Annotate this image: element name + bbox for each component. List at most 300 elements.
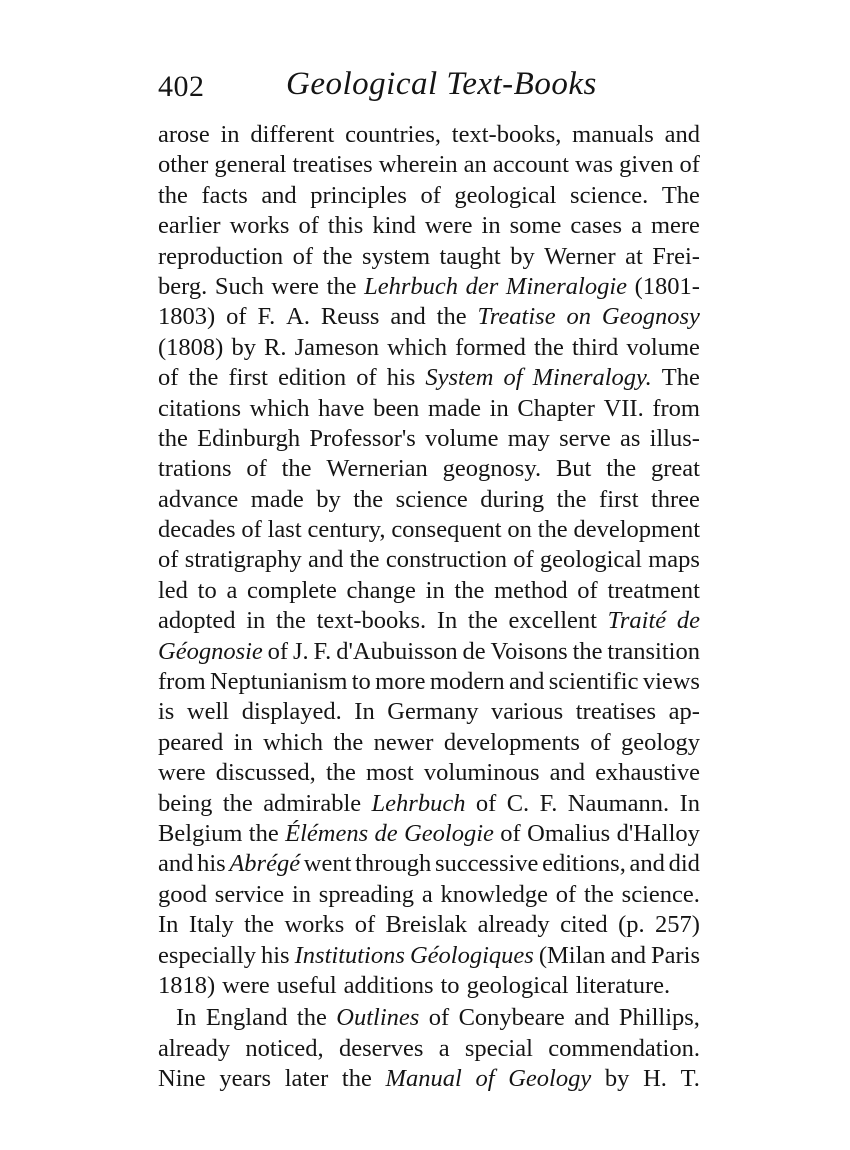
word: geological [466,971,569,999]
body-text [158,120,700,1095]
word: Omalius [527,819,611,847]
word: H. [643,1065,667,1093]
word: account [492,151,569,179]
word: which [387,333,447,361]
word: great [650,455,700,483]
word: A. [286,303,310,331]
word: of [158,546,179,574]
word: exhaustive [595,759,700,787]
word: already [158,1034,231,1062]
word: wherein [378,151,458,179]
word: Italy [188,911,234,939]
word: works [284,911,345,939]
word: the [322,242,353,270]
word: the [353,485,384,513]
word: and [158,850,194,878]
text-line [158,576,700,606]
word: C. [506,789,530,817]
word: additions [343,971,434,999]
word: (1801- [634,272,700,300]
word: of [500,819,521,847]
word: by [231,333,256,361]
text-line [158,728,700,758]
word: of [298,212,319,240]
text-line [158,120,700,150]
word: principles [310,181,407,209]
word: of [590,728,611,756]
word: went [303,850,352,878]
word: edition [278,364,347,392]
italic-word: Lehrbuch [371,789,466,817]
word: de [462,637,486,665]
word: in [425,576,445,604]
word: the [349,546,380,574]
word: science. [621,880,700,908]
word: the [188,364,219,392]
italic-word: der [465,272,499,300]
word: in [291,880,311,908]
word: were [158,759,206,787]
word: citations [158,394,242,422]
word: formed [455,333,526,361]
word: been [373,394,420,422]
word: this [327,212,364,240]
word: were [222,971,270,999]
word: In [354,698,375,726]
word: during [480,485,545,513]
word: successive [435,850,539,878]
word: the [454,576,485,604]
word: the [556,485,587,513]
word: England [205,1004,288,1032]
word: the [326,272,357,300]
word: In [679,789,700,817]
word: the [572,637,603,665]
paragraph [158,1003,700,1094]
italic-word: Lehrbuch [364,272,459,300]
text-line [158,485,700,515]
word: deserves [339,1034,424,1062]
word: the [467,607,498,635]
word: In [158,911,179,939]
word: made [427,394,482,422]
text-line [158,363,700,393]
text-line [158,515,700,545]
word: a [438,1034,450,1062]
italic-word: Abrégé [229,850,301,878]
word: F. [539,789,558,817]
word: commendation. [548,1034,700,1062]
text-line [158,637,700,667]
word: Such [214,272,264,300]
word: development [573,516,700,544]
word: spreading [318,880,415,908]
text-line [158,849,700,879]
word: 1803) [158,303,216,331]
word: through [355,850,432,878]
word: T. [680,1065,700,1093]
word: consequent [391,516,502,544]
word: of [226,303,247,331]
word: which [249,394,310,422]
word: which [263,728,323,756]
text-line [158,1064,700,1094]
paragraph [158,120,700,1001]
text-line [158,606,700,636]
word: especially [158,941,256,969]
word: geological [454,181,557,209]
text-line [158,181,700,211]
word: later [284,1065,329,1093]
word: modern [429,668,505,696]
word: change [346,576,416,604]
word: treatises [575,698,657,726]
word: his [386,364,416,392]
word: excellent [508,607,597,635]
word: taught [439,242,501,270]
italic-word: Géologiques [409,941,534,969]
word: maps [648,546,700,574]
word: noticed, [245,1034,324,1062]
word: mere [650,212,700,240]
word: 257) [655,911,700,939]
word: d'Halloy [616,819,700,847]
word: earlier [158,212,221,240]
word: was [574,151,614,179]
word: Neptunianism [209,668,348,696]
word: geognosy. [442,455,542,483]
word: of [555,880,577,908]
word: useful [276,971,337,999]
word: other [158,151,209,179]
word: of [267,637,289,665]
text-line [158,394,700,424]
word: volume [425,424,499,452]
italic-word: of [503,364,523,392]
word: and [549,759,586,787]
word: third [572,333,619,361]
word: arose [158,121,210,148]
text-line [158,454,700,484]
word: (p. [618,911,645,939]
word: from [158,668,206,696]
word: the [222,789,253,817]
text-line [158,667,700,697]
text-line [158,819,700,849]
word: system [361,242,431,270]
word: have [318,394,365,422]
word: led [158,576,188,604]
word: and [261,181,297,209]
word: a [421,880,433,908]
word: good [158,880,207,908]
word: were [424,212,473,240]
word: Breislak [385,911,468,939]
italic-word: System [425,364,494,392]
word: Germany [387,698,479,726]
italic-word: Mineralogy. [532,364,652,392]
text-line [158,272,700,302]
text-line [158,302,700,332]
text-line [158,424,700,454]
word: literature. [575,971,671,999]
word: geology [621,728,700,756]
word: Chapter [517,394,595,422]
word: Nine [158,1065,206,1093]
italic-word: de [676,607,700,635]
text-line [158,211,700,241]
word: manuals [572,121,654,148]
word: cases [570,212,623,240]
word: in [220,121,240,148]
text-line [158,697,700,727]
word: adopted [158,607,236,635]
word: from [652,394,700,422]
word: the [275,607,306,635]
italic-word: Geologie [404,819,494,847]
italic-word: Treatise [477,303,556,331]
text-line [158,758,700,788]
word: given [619,151,674,179]
word: ap- [668,698,700,726]
word: construction [385,546,507,574]
word: Voisons [490,637,568,665]
word: and [610,941,646,969]
running-head [158,66,718,112]
word: Wernerian [326,455,428,483]
text-line [158,910,700,940]
word: Conybeare [458,1004,565,1032]
word: in [489,394,509,422]
word: Jameson [294,333,379,361]
italic-word: Geognosy [601,303,700,331]
text-line [158,150,700,180]
word: developments [443,728,580,756]
word: Belgium [158,819,243,847]
italic-word: Élémens [285,819,369,847]
word: of [428,1004,450,1032]
word: 1818) [158,971,216,999]
word: R. [264,333,287,361]
word: by [510,242,535,270]
word: Reuss [320,303,380,331]
word: the [341,1065,372,1093]
word: of [420,181,441,209]
word: geological [539,546,642,574]
word: F. [313,637,332,665]
word: of [246,455,267,483]
italic-word: Geology [508,1065,592,1093]
word: treatises [292,151,373,179]
word: well [186,698,230,726]
word: J. [292,637,309,665]
word: works [229,212,290,240]
word: to [440,971,460,999]
word: views [642,668,700,696]
word: first [599,485,639,513]
word: Werner [544,242,616,270]
word: in [246,607,266,635]
word: made [250,485,304,513]
word: the [244,911,275,939]
word: Edinburgh [197,424,301,452]
word: most [366,759,414,787]
word: science. [570,181,649,209]
word: displayed. [241,698,342,726]
text-line [158,1034,700,1064]
word: and [390,303,426,331]
word: the [533,333,564,361]
italic-word: Manual [385,1065,462,1093]
page-number: 402 [158,70,205,103]
text-line [158,789,700,819]
word: Naumann. [567,789,670,817]
text-line [158,333,700,363]
word: volume [626,333,700,361]
word: of [513,546,534,574]
word: to [197,576,217,604]
word: cited [560,911,608,939]
word: complete [247,576,337,604]
word: d'Aubuisson [336,637,458,665]
word: special [464,1034,533,1062]
word: by [604,1065,630,1093]
italic-word: Traité [607,607,667,635]
word: general [214,151,287,179]
word: the [537,516,568,544]
word: is [158,698,175,726]
word: Professor's [309,424,416,452]
word: a [226,576,238,604]
word: an [463,151,487,179]
word: his [261,941,290,969]
word: in [481,212,501,240]
word: of [577,576,598,604]
word: and [508,668,545,696]
word: (Milan [538,941,606,969]
word: as [619,424,641,452]
text-line [158,941,700,971]
word: the [158,424,188,452]
word: illus- [649,424,700,452]
word: of [679,151,700,179]
word: science [395,485,468,513]
word: berg. [158,272,208,300]
word: admirable [263,789,362,817]
word: service [214,880,285,908]
word: some [509,212,562,240]
word: the [158,181,188,209]
word: trations [158,455,232,483]
word: did [668,850,700,878]
word: discussed, [215,759,316,787]
italic-word: Mineralogie [505,272,628,300]
text-line [158,880,700,910]
italic-word: de [374,819,398,847]
word: countries, [345,121,441,148]
word: advance [158,485,239,513]
word: F. [257,303,276,331]
italic-word: Outlines [336,1004,420,1032]
word: last [267,516,302,544]
italic-word: Institutions [294,941,405,969]
word: three [650,485,700,513]
italic-word: of [475,1065,495,1093]
word: may [507,424,550,452]
word: peared [158,728,224,756]
italic-word: on [566,303,591,331]
word: to [351,668,371,696]
word: (1808) [158,333,224,361]
word: of [354,911,376,939]
word: the [436,303,467,331]
word: a [631,212,642,240]
word: of [356,364,377,392]
word: years [219,1065,272,1093]
word: VII. [603,394,644,422]
word: and [629,850,665,878]
word: stratigraphy [184,546,302,574]
word: and [307,546,344,574]
word: decades [158,516,236,544]
word: the [606,455,637,483]
word: In [436,607,458,635]
word: and [574,1004,610,1032]
word: at [625,242,643,270]
word: treatment [607,576,700,604]
word: Frei- [652,242,700,270]
word: and [664,121,700,148]
word: reproduction [158,242,284,270]
word: In [176,1004,197,1032]
italic-word: Géognosie [158,637,263,665]
word: serve [559,424,611,452]
word: various [491,698,564,726]
word: century, [307,516,386,544]
word: The [661,181,700,209]
word: text-books, [451,121,562,148]
word: the [248,819,279,847]
word: his [197,850,226,878]
word: But [555,455,592,483]
word: Phillips, [618,1004,700,1032]
word: of [241,516,262,544]
word: scientific [548,668,639,696]
word: of [292,242,314,270]
text-line [158,242,700,272]
word: in [233,728,253,756]
text-line [158,1003,700,1033]
word: the [325,759,356,787]
word: of [475,789,497,817]
word: more [375,668,426,696]
word: editions, [542,850,626,878]
word: already [477,911,550,939]
word: the [296,1004,327,1032]
word: Paris [651,941,700,969]
running-title: Geological Text-Books [286,66,597,102]
word: first [228,364,268,392]
word: by [316,485,341,513]
word: voluminous [423,759,540,787]
text-line [158,971,700,1001]
word: method [494,576,568,604]
word: of [158,364,179,392]
word: the [333,728,364,756]
word: on [507,516,532,544]
word: The [661,364,700,392]
word: being [158,789,213,817]
